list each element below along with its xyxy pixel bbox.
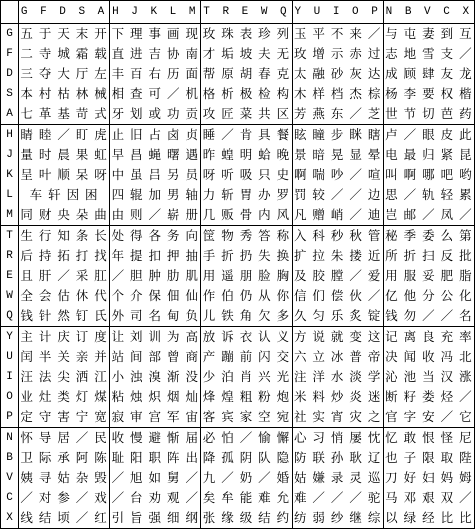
character-line: 攻 匠 菜 共 区	[202, 106, 291, 121]
character-line: 几 贩 骨 内 风	[202, 207, 291, 222]
block-row	[1, 226, 475, 327]
character-line: 信 们 偿 伙 ／	[293, 288, 382, 303]
character-line: 六 立 冰 普 帝	[293, 349, 382, 364]
row-key-label: U	[6, 351, 13, 363]
character-line: 直 进 吉 协 南	[111, 46, 199, 61]
character-line: 后 持 拓 打 找	[20, 248, 108, 263]
row-key-label: C	[6, 492, 13, 504]
character-line: 亿 他 分 公 化	[385, 288, 473, 303]
character-line: 纺 弱 纱 继 综	[293, 510, 382, 525]
character-line: 及 胶 膛 ／ 爱	[293, 268, 382, 283]
character-line: 注 洋 水 淡 学	[293, 369, 382, 384]
character-line: 让 刘 训 为 高	[111, 329, 199, 344]
character-line: 处 得 各 务 向	[111, 228, 199, 243]
block-row	[1, 327, 475, 428]
character-line: 睡 ／ 肯 具 餐	[202, 127, 291, 142]
character-line: 呀 听 吸 只 史	[202, 167, 291, 182]
column-header-row	[1, 1, 475, 24]
character-line: 卢 ／ 眼 皮 此	[385, 127, 473, 142]
character-cell	[19, 125, 110, 226]
character-line: 木 样 档 杰 棕	[293, 86, 382, 101]
row-key-label: R	[6, 250, 13, 262]
character-line: 寂 审 宫 军 宙	[111, 409, 199, 424]
character-line: 量 时 晨 果 虹	[20, 147, 108, 162]
character-cell	[201, 428, 292, 529]
character-cell	[383, 226, 474, 327]
character-line: ／ 旭 如 舅 ／	[111, 470, 199, 485]
column-header: H J K L M	[110, 1, 201, 24]
corner-cell	[1, 1, 19, 24]
character-line: 记 离 良 充 率	[385, 329, 473, 344]
character-cell	[383, 428, 474, 529]
character-line: 儿 铁 角 欠 多	[202, 308, 291, 323]
character-cell	[201, 226, 292, 327]
character-line: 中 虽 吕 另 员	[111, 167, 199, 182]
character-line: 且 肝 ／ 采 肛	[20, 268, 108, 283]
character-line: 下 理 事 画 现	[111, 26, 199, 41]
row-key-label: F	[6, 48, 13, 60]
character-line: 主 计 庆 订 度	[20, 329, 108, 344]
character-line: 姑 嫌 录 灵 巡	[293, 470, 382, 485]
character-line: 丰 百 右 历 面	[111, 66, 199, 81]
character-cell	[292, 428, 383, 529]
character-line: 姨 寻 姑 杂 毁	[20, 470, 108, 485]
character-line: 车 轩 因 困	[29, 187, 99, 202]
character-line: 耻 阳 职 阵 出	[111, 450, 199, 465]
row-key-label: S	[6, 88, 13, 100]
character-line: 啊 喘 吵 ／ 喧	[293, 167, 382, 182]
character-line: 玫 珠 表 珍 列	[202, 26, 291, 41]
character-line: 四 辊 加 男 轴	[111, 187, 199, 202]
character-line: 马 邓 艰 双 ／	[385, 490, 473, 505]
row-key-label: M	[6, 209, 13, 221]
row-key-label: N	[6, 432, 13, 444]
character-line: 牙 划 或 功 贡	[111, 106, 199, 121]
character-line: 睛 睦 ／ 盯 虎	[20, 127, 108, 142]
character-cell	[292, 327, 383, 428]
character-line: 电 最 归 紧 昆	[385, 147, 473, 162]
character-line: 二 寺 城 霜 载	[20, 46, 108, 61]
character-line: 五 于 天 末 开	[20, 26, 108, 41]
character-line: 用 服 妥 肥 脂	[385, 268, 473, 283]
row-key-label: T	[6, 230, 13, 242]
character-line: 相 查 可 ／ 机	[111, 86, 199, 101]
character-line: 烽 煌 粗 粉 炮	[202, 389, 291, 404]
character-line: 成 顾 肆 友 龙	[385, 66, 473, 81]
row-header	[1, 327, 19, 428]
character-cell	[19, 428, 110, 529]
row-key-label: E	[6, 270, 13, 282]
character-line: 芳 燕 东 ／ 芝	[293, 106, 382, 121]
character-line: 心 习 悄 屡 忱	[293, 430, 382, 445]
character-line: 小 浊 溴 渐 没	[111, 369, 199, 384]
character-line: 思 ／ 轨 轻 累	[385, 187, 473, 202]
block-row	[1, 24, 475, 125]
character-line: ／ 对 参 ／ 戏	[20, 490, 108, 505]
character-line: 呈 叶 顺 呆 呀	[20, 167, 108, 182]
character-line: 昨 蝗 明 蛤 晚	[202, 147, 291, 162]
row-key-label: P	[6, 411, 13, 423]
grid-body	[1, 24, 475, 529]
block-row	[1, 125, 475, 226]
character-line: 收 慢 避 惭 届	[111, 430, 199, 445]
character-line: ／ 台 劝 观 ／	[111, 490, 199, 505]
character-line: 用 遥 朋 脸 胸	[202, 268, 291, 283]
character-line: 力 斩 胃 办 罗	[202, 187, 291, 202]
character-line: 降 孤 阴 队 隐	[202, 450, 291, 465]
character-line: 所 折 扫 反 批	[385, 248, 473, 263]
row-key-label: L	[6, 189, 13, 201]
character-cell	[110, 327, 201, 428]
row-key-label: W	[6, 290, 13, 302]
row-key-label: K	[6, 169, 13, 181]
character-line: 卫 际 承 阿 陈	[20, 450, 108, 465]
character-cell	[19, 226, 110, 327]
character-line: 罚 较 ／ ／ 边	[293, 187, 382, 202]
character-line: 年 提 扣 押 抽	[111, 248, 199, 263]
character-line: 站 间 部 曾 商	[111, 349, 199, 364]
row-key-label: V	[6, 472, 13, 484]
character-line: 方 说 就 变 这	[293, 329, 382, 344]
character-cell	[383, 125, 474, 226]
character-line: 凡 赠 峭 ／ 迪	[293, 207, 382, 222]
character-cell	[19, 24, 110, 125]
character-line: 本 村 枯 林 械	[20, 86, 108, 101]
column-header: N B V C X	[383, 1, 474, 24]
row-key-label: D	[6, 68, 13, 80]
character-line: 放 诉 衣 认 义	[202, 329, 291, 344]
row-key-label: Q	[6, 310, 13, 322]
row-key-label: G	[6, 28, 13, 40]
row-key-label: A	[6, 108, 13, 120]
character-line: 九 ／ 奶 ／ 婚	[202, 470, 291, 485]
character-cell	[201, 125, 292, 226]
character-line: 决 闻 收 冯 北	[385, 349, 473, 364]
character-line: 张 缘 级 结 约	[202, 510, 291, 525]
character-line: 官 字 安 ／ 它	[385, 409, 473, 424]
character-line: 杨 李 要 权 楷	[385, 86, 473, 101]
character-line: 三 夺 大 厅 左	[20, 66, 108, 81]
row-key-label: O	[6, 391, 13, 403]
character-line: 也 子 限 取 陛	[385, 450, 473, 465]
character-line: 难 ／ ／ ／ 驼	[293, 490, 382, 505]
character-line: 产 蹦 前 闪 交	[202, 349, 291, 364]
character-cell	[201, 327, 292, 428]
character-line: 刀 好 妇 妈 姆	[385, 470, 473, 485]
character-line: 少 泊 肖 兴 光	[202, 369, 291, 384]
character-line: 线 结 顷 ／ 红	[20, 510, 108, 525]
character-line: 个 介 保 佃 仙	[111, 288, 199, 303]
character-cell	[110, 428, 201, 529]
character-cell	[19, 327, 110, 428]
character-cell	[292, 125, 383, 226]
character-line: 米 料 炒 炎 迷	[293, 389, 382, 404]
character-line: 汪 法 尖 洒 江	[20, 369, 108, 384]
character-line: 全 会 估 休 代	[20, 288, 108, 303]
character-line: 景 暗 晃 显 晕	[293, 147, 382, 162]
character-line: 由 则 ／ 崭 册	[111, 207, 199, 222]
character-line: 定 守 害 宁 宽	[20, 409, 108, 424]
character-cell	[110, 226, 201, 327]
character-cell	[292, 24, 383, 125]
character-line: 怀 导 居 ／ 民	[20, 430, 108, 445]
character-line: 早 昌 蝇 曙 遇	[111, 147, 199, 162]
character-line: 矣 牟 能 难 允	[202, 490, 291, 505]
character-line: 格 析 极 检 构	[202, 86, 291, 101]
character-line: 必 怕 ／ 愉 懈	[202, 430, 291, 445]
character-line: ／ 胆 肿 肋 肌	[111, 268, 199, 283]
character-cell	[292, 226, 383, 327]
character-line: 同 财 央 朵 曲	[20, 207, 108, 222]
character-line: 扩 拉 朱 搂 近	[293, 248, 382, 263]
character-line: 引 旨 强 细 纲	[111, 510, 199, 525]
character-line: 生 行 知 条 长	[20, 228, 108, 243]
character-line: 世 节 切 芭 药	[385, 106, 473, 121]
character-line: 社 实 宵 灾 之	[293, 409, 382, 424]
character-line: 岂 邮 ／ 凤 ／	[385, 207, 473, 222]
row-key-label: X	[6, 512, 13, 524]
column-header: T R E W Q	[201, 1, 292, 24]
row-key-label: Y	[6, 331, 13, 343]
character-line: 叫 啊 哪 吧 哟	[385, 167, 473, 182]
character-line: 久 匀 乐 炙 锭	[293, 308, 382, 323]
character-line: 太 融 砂 灰 达	[293, 66, 382, 81]
character-line: 防 联 孙 耿 辽	[293, 450, 382, 465]
character-line: 玫 增 示 赤 过	[293, 46, 382, 61]
row-key-label: B	[6, 452, 13, 464]
character-line: 止 旧 占 卤 贞	[111, 127, 199, 142]
character-line: 入 科 秒 秋 管	[293, 228, 382, 243]
character-line: 作 伯 仍 从 你	[202, 288, 291, 303]
character-line: 客 宾 家 空 宛	[202, 409, 291, 424]
character-line: 秘 季 委 么 第	[385, 228, 473, 243]
column-header: Y U I O P	[292, 1, 383, 24]
character-line: 粘 烛 炽 烟 灿	[111, 389, 199, 404]
row-header	[1, 24, 19, 125]
character-line: 忆 敢 恨 怪 尼	[385, 430, 473, 445]
character-line: 七 革 基 苛 式	[20, 106, 108, 121]
character-line: 断 籽 娄 烃 ／	[385, 389, 473, 404]
row-key-label: H	[6, 129, 13, 141]
character-cell	[383, 327, 474, 428]
character-line: 业 灶 类 灯 煤	[20, 389, 108, 404]
character-line: 才 垢 坡 夫 无	[202, 46, 291, 61]
character-line: 以 绿 经 比 比	[385, 510, 473, 525]
character-line: 帮 原 胡 春 克	[202, 66, 291, 81]
column-header: G F D S A	[19, 1, 110, 24]
character-line: 志 地 雪 支 ／	[385, 46, 473, 61]
character-cell	[110, 24, 201, 125]
character-cell	[201, 24, 292, 125]
character-line: 手 折 扔 失 换	[202, 248, 291, 263]
character-line: 玉 平 不 来 ／	[293, 26, 382, 41]
character-cell	[383, 24, 474, 125]
row-key-label: J	[6, 149, 13, 161]
character-line: 沁 池 当 汉 涨	[385, 369, 473, 384]
character-line: 钱 勿 ／ ／ 名	[385, 308, 473, 323]
row-header	[1, 226, 19, 327]
character-line: 钱 针 然 钉 氏	[20, 308, 108, 323]
character-line: 眩 瞳 步 眯 瞎	[293, 127, 382, 142]
character-line: 筐 物 秀 答 称	[202, 228, 291, 243]
character-line: 闰 半 关 亲 并	[20, 349, 108, 364]
character-line: 外 司 名 甸 负	[111, 308, 199, 323]
character-line: 与 屯 妻 到 互	[385, 26, 473, 41]
row-header	[1, 428, 19, 529]
character-cell	[110, 125, 201, 226]
block-row	[1, 428, 475, 529]
row-header	[1, 125, 19, 226]
row-key-label: I	[6, 371, 13, 383]
